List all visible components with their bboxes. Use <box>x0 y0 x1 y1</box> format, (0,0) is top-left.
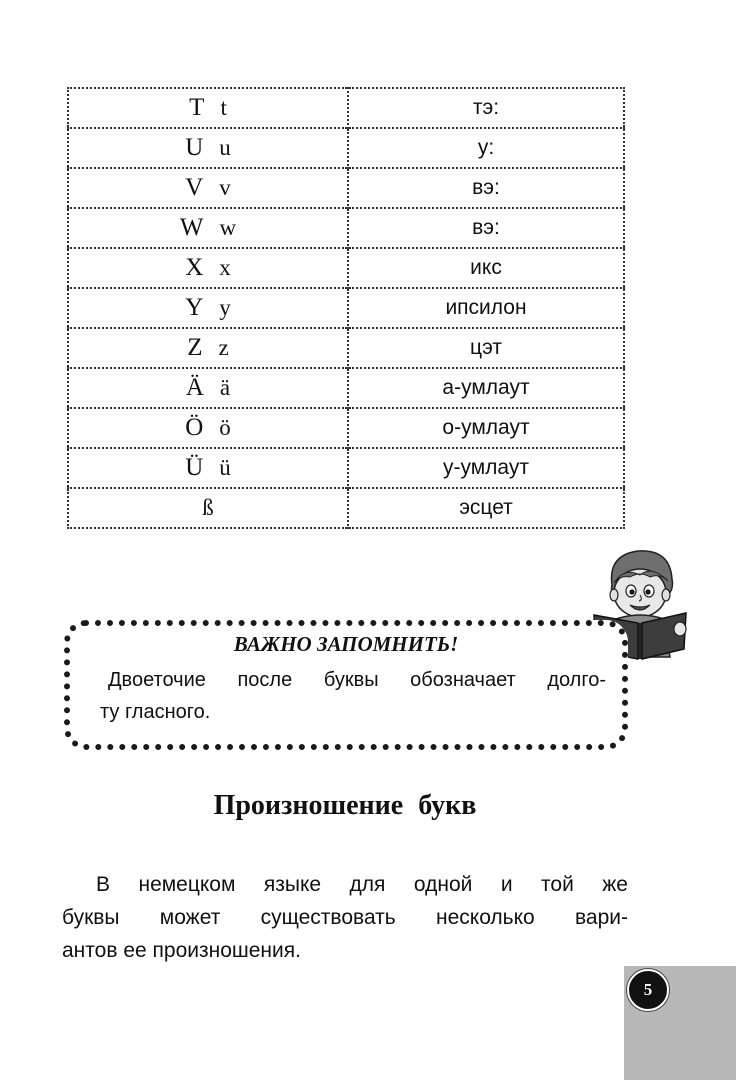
letter-cell <box>68 128 348 168</box>
table-row <box>68 88 624 128</box>
lowercase-letter: ö <box>219 415 231 440</box>
letter-name: ипсилон <box>348 288 624 328</box>
lowercase-letter: ü <box>219 455 231 480</box>
uppercase-letter: X <box>185 254 204 281</box>
letter-cell <box>68 448 348 488</box>
letter-cell <box>68 408 348 448</box>
paragraph-line: В немецком языке для одной и той же <box>96 873 628 896</box>
lowercase-letter: w <box>219 215 237 240</box>
uppercase-letter: Z <box>187 334 203 361</box>
letter-name: икс <box>348 248 624 288</box>
uppercase-letter: Ä <box>185 374 204 401</box>
table-row <box>68 208 624 248</box>
table-row <box>68 488 624 528</box>
letter-name: эсцет <box>348 488 624 528</box>
paragraph-line: антов ее произношения. <box>62 939 301 962</box>
table-row <box>68 448 624 488</box>
letter-cell <box>68 288 348 328</box>
letter-cell <box>68 488 348 528</box>
note-line: Двоеточие после буквы обозначает долго- <box>108 669 606 691</box>
lowercase-letter: ä <box>219 375 231 400</box>
lowercase-letter: ß <box>202 494 214 520</box>
letter-name: вэ: <box>348 168 624 208</box>
lowercase-letter: v <box>219 175 231 200</box>
note-title: ВАЖНО ЗАПОМНИТЬ! <box>233 632 459 656</box>
uppercase-letter: Ö <box>185 414 204 441</box>
uppercase-letter: V <box>185 174 204 201</box>
letter-cell <box>68 248 348 288</box>
body-paragraph <box>62 868 628 967</box>
letter-name: вэ: <box>348 208 624 248</box>
uppercase-letter: Ü <box>185 454 204 481</box>
uppercase-letter: W <box>179 214 204 241</box>
letter-name: а-умлаут <box>348 368 624 408</box>
table-row <box>68 128 624 168</box>
lowercase-letter: t <box>220 95 227 120</box>
uppercase-letter: T <box>189 94 205 121</box>
uppercase-letter: U <box>185 134 204 161</box>
lowercase-letter: z <box>218 335 229 360</box>
uppercase-letter: Y <box>185 294 204 321</box>
note-line: ту гласного. <box>100 701 211 723</box>
page-number: 5 <box>627 969 669 1011</box>
table-row <box>68 368 624 408</box>
letter-cell <box>68 168 348 208</box>
table-row <box>68 408 624 448</box>
alphabet-table <box>67 87 625 529</box>
letter-cell <box>68 88 348 128</box>
letter-cell <box>68 208 348 248</box>
section-heading: Произношение букв <box>213 790 477 821</box>
note-text <box>100 664 606 728</box>
letter-name: о-умлаут <box>348 408 624 448</box>
letter-cell <box>68 328 348 368</box>
lowercase-letter: y <box>219 295 231 320</box>
lowercase-letter: u <box>219 135 231 160</box>
important-note-box <box>64 620 628 750</box>
paragraph-line: буквы может существовать несколько вари- <box>62 906 628 929</box>
table-row <box>68 328 624 368</box>
table-row <box>68 288 624 328</box>
table-row <box>68 168 624 208</box>
letter-name: у-умлаут <box>348 448 624 488</box>
letter-name: у: <box>348 128 624 168</box>
letter-name: цэт <box>348 328 624 368</box>
table-row <box>68 248 624 288</box>
lowercase-letter: x <box>219 255 231 280</box>
letter-name: тэ: <box>472 96 500 119</box>
letter-cell <box>68 368 348 408</box>
